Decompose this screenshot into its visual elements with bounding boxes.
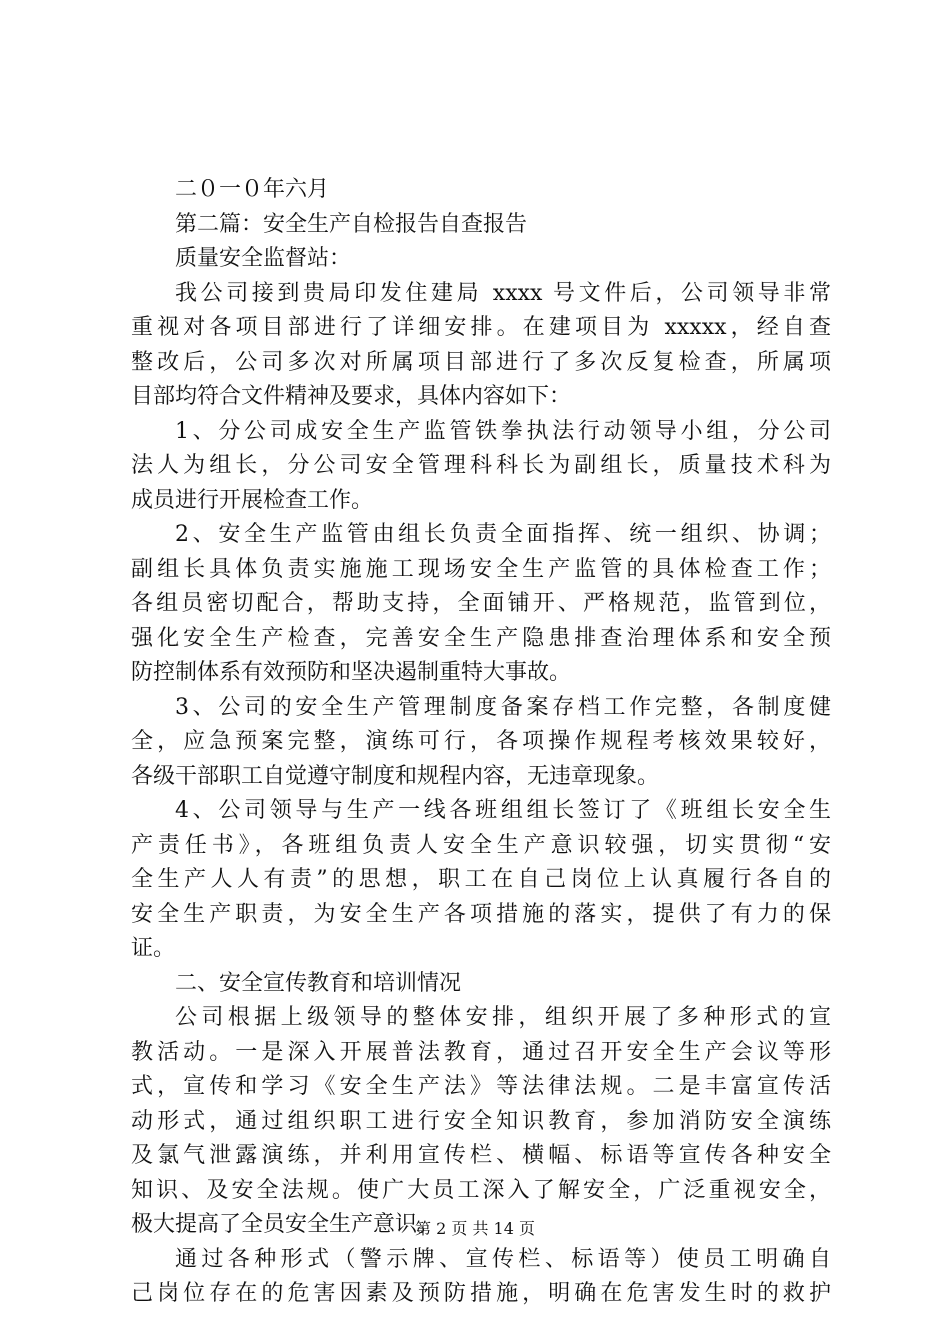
text-line: 副组长具体负责实施施工现场安全生产监管的具体检查工作； bbox=[131, 556, 831, 582]
text-line: 防控制体系有效预防和坚决遏制重特大事故。 bbox=[131, 660, 572, 685]
text-line: 己岗位存在的危害因素及预防措施，明确在危害发生时的救护 bbox=[131, 1281, 831, 1306]
text-line: 动形式，通过组织职工进行安全知识教育，参加消防安全演练 bbox=[131, 1108, 831, 1134]
text-line: 目部均符合文件精神及要求，具体内容如下： bbox=[131, 384, 572, 409]
text-line: 法人为组长，分公司安全管理科科长为副组长，质量技术科为 bbox=[131, 453, 831, 478]
text-line: 二、安全宣传教育和培训情况 bbox=[175, 970, 462, 996]
text-line: 知识、及安全法规。使广大员工深入了解安全，广泛重视安全， bbox=[131, 1177, 831, 1203]
text-line: 安全生产职责，为安全生产各项措施的落实，提供了有力的保 bbox=[131, 901, 831, 927]
text-line: 1、分公司成安全生产监管铁拳执法行动领导小组，分公司 bbox=[175, 418, 831, 444]
text-line: 证。 bbox=[131, 936, 176, 961]
text-line: 我公司接到贵局印发住建局 xxxx 号文件后，公司领导非常 bbox=[175, 280, 831, 306]
text-line: 二０一０年六月 bbox=[175, 177, 330, 202]
text-line: 公司根据上级领导的整体安排，组织开展了多种形式的宣 bbox=[175, 1005, 831, 1030]
text-line: 4、公司领导与生产一线各班组组长签订了《班组长安全生 bbox=[175, 798, 831, 823]
text-line: 第二篇：安全生产自检报告自查报告 bbox=[175, 211, 528, 237]
text-line: 质量安全监督站： bbox=[175, 246, 352, 271]
text-line: 教活动。一是深入开展普法教育，通过召开安全生产会议等形 bbox=[131, 1039, 831, 1065]
text-line: 重视对各项目部进行了详细安排。在建项目为 xxxxx，经自查 bbox=[131, 315, 831, 340]
text-line: 2、安全生产监管由组长负责全面指挥、统一组织、协调； bbox=[175, 522, 831, 547]
text-line: 通过各种形式（警示牌、宣传栏、标语等）使员工明确自 bbox=[175, 1246, 831, 1272]
text-line: 3、公司的安全生产管理制度备案存档工作完整，各制度健 bbox=[175, 694, 831, 720]
text-line: 及氯气泄露演练，并利用宣传栏、横幅、标语等宣传各种安全 bbox=[131, 1143, 831, 1168]
text-line: 极大提高了全员安全生产意识。 bbox=[131, 1212, 440, 1237]
text-line: 成员进行开展检查工作。 bbox=[131, 487, 374, 513]
text-line: 各级干部职工自觉遵守制度和规程内容，无违章现象。 bbox=[131, 763, 660, 789]
text-line: 整改后，公司多次对所属项目部进行了多次反复检查，所属项 bbox=[131, 349, 831, 375]
document-body bbox=[131, 173, 831, 1312]
text-line: 全生产人人有责”的思想，职工在自己岗位上认真履行各自的 bbox=[131, 867, 831, 892]
text-line: 式，宣传和学习《安全生产法》等法律法规。二是丰富宣传活 bbox=[131, 1074, 831, 1099]
text-line: 各组员密切配合，帮助支持，全面铺开、严格规范，监管到位， bbox=[131, 591, 831, 616]
text-line: 产责任书》，各班组负责人安全生产意识较强，切实贯彻“安 bbox=[131, 832, 831, 858]
text-line: 全，应急预案完整，演练可行，各项操作规程考核效果较好， bbox=[131, 729, 831, 754]
text-line: 强化安全生产检查，完善安全生产隐患排查治理体系和安全预 bbox=[131, 625, 831, 651]
page-footer: 第 2 页 共 14 页 bbox=[415, 1219, 535, 1238]
